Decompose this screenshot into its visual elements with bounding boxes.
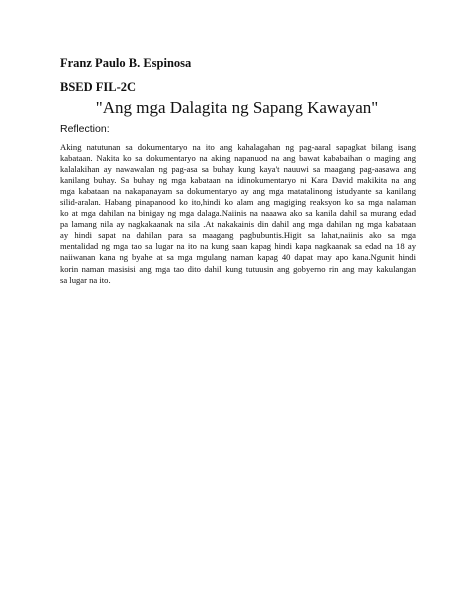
body-line: mentalidad ng mga tao sa lugar na ito na kung saan kapag hindi kapa nagkaanak sa edad na 18 ay xyxy=(60,241,416,252)
body-line: kabataan. Nakita ko sa dokumentaryo na aking napanuod na ang bawat kababaihan o maging ang xyxy=(60,153,416,164)
body-line: kalalakihan ay nawawalan ng pag-asa sa buhay kung kaya't nauuwi sa maagang pag-aasawa ang xyxy=(60,164,416,175)
document-title: "Ang mga Dalagita ng Sapang Kawayan" xyxy=(95,98,379,117)
body-line: ay hindi sapat na dahilan para sa maagang pagbubuntis.Higit sa lahat,naiinis ako sa mga xyxy=(60,230,416,241)
body-line: pa lamang nila ay nagkakaanak na sila .At nakakainis din dahil ang mga dahilan ng mga kabataan xyxy=(60,219,416,230)
course-section: BSED FIL-2C xyxy=(60,80,137,94)
body-line: sa lugar na ito. xyxy=(60,274,111,285)
body-line: mga kabataan na nakapanayam sa dokumentaryo ay ang mga matatalinong istudyante sa kanilang xyxy=(60,186,416,197)
reflection-label: Reflection: xyxy=(60,123,110,135)
body-line: korin naman masisisi ang mga tao dito dahil kung tutuusin ang gobyerno rin ang may kakulangan xyxy=(60,263,416,274)
body-line: ko at mga dahilan na binigay ng mga dalaga.Naiinis na naaawa ako sa kanila dahil sa murang edad xyxy=(60,208,416,219)
author-name: Franz Paulo B. Espinosa xyxy=(60,56,192,70)
reflection-body xyxy=(60,142,416,286)
body-line: kanilang buhay. Sa buhay ng mga kabataan na idinokumentaryo ni Kara David makikita na ang xyxy=(60,175,416,186)
body-line: silid-aralan. Habang pinapanood ko ito,hindi ko alam ang magiging reaksyon ko sa mga nalaman xyxy=(60,197,416,208)
body-line: naiiwanan kana ng byahe at sa mga mgulang naman kapag 40 dapat may apo kana.Ngunit hindi xyxy=(60,252,416,263)
body-line: Aking natutunan sa dokumentaryo na ito ang kahalagahan ng pag-aaral sapagkat bilang isang xyxy=(60,142,416,152)
